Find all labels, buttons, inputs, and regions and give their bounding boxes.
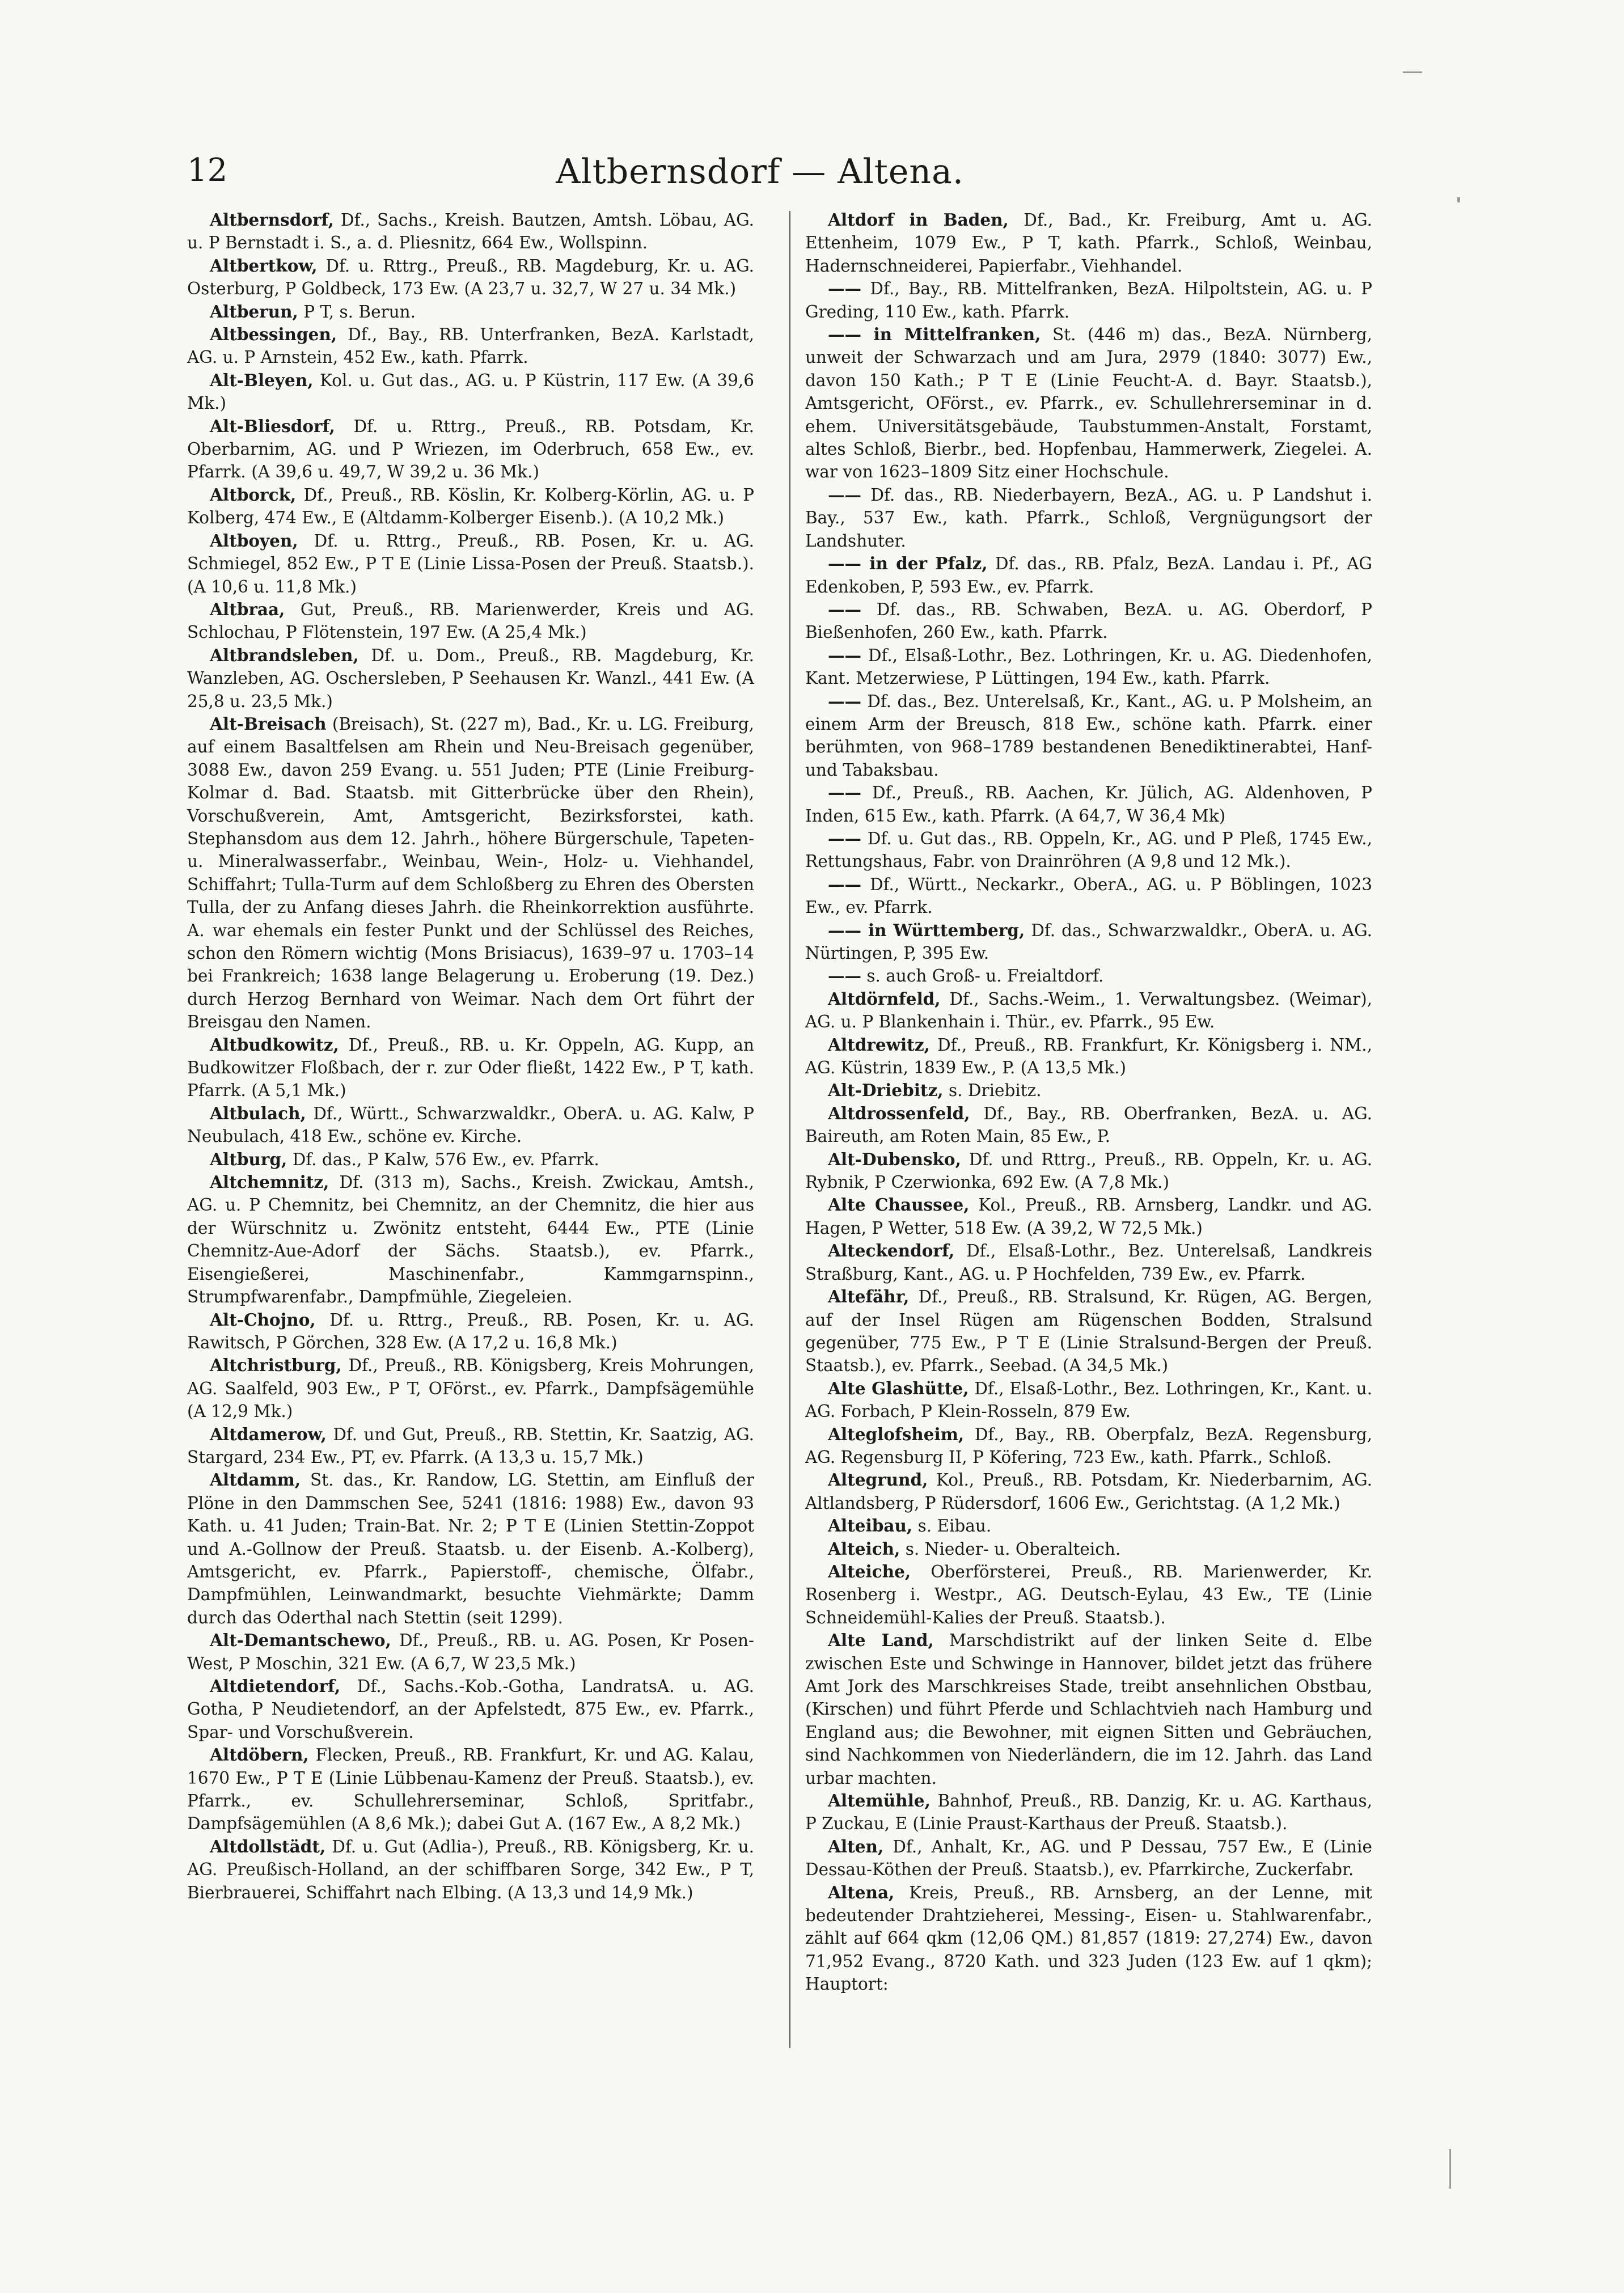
entry-headword: Alten, bbox=[828, 1836, 884, 1856]
dictionary-entry bbox=[187, 255, 754, 301]
entry-headword: —— bbox=[828, 645, 861, 665]
entry-headword: Alteckendorf, bbox=[828, 1241, 955, 1261]
dictionary-entry bbox=[805, 1514, 1372, 1537]
entry-headword: Alteibau, bbox=[828, 1516, 913, 1536]
entry-text: Df. das., RB. Pfalz, BezA. Landau i. Pf., AG Edenkoben, P, 593 Ew., ev. Pfarrk. bbox=[805, 554, 1372, 596]
dictionary-entry bbox=[187, 1148, 754, 1171]
dictionary-entry bbox=[187, 301, 754, 323]
entry-text: Df. u. Rttrg., Preuß., RB. Potsdam, Kr. Oberbarnim, AG. und P Wriezen, im Oderbruch, 658 Ew., ev. Pfarrk. (A 39,6 u. 49,7, W 39,2 u. 36 Mk.) bbox=[187, 416, 754, 482]
dictionary-entry bbox=[187, 1102, 754, 1148]
dictionary-entry bbox=[805, 1560, 1372, 1629]
dictionary-entry bbox=[805, 1881, 1372, 1996]
entry-headword: —— in Mittelfranken, bbox=[828, 324, 1041, 345]
entry-text: Df., Bad., Kr. Freiburg, Amt u. AG. Ettenheim, 1079 Ew., P T, kath. Pfarrk., Schloß, Weinbau, Hadernschneiderei, Papierfabr., Viehhandel. bbox=[805, 210, 1372, 276]
entry-text: Df., Preuß., RB. u. AG. Posen, Kr Posen-West, P Moschin, 321 Ew. (A 6,7, W 23,5 Mk.) bbox=[187, 1631, 754, 1673]
entry-text: Df. u. Gut (Adlia-), Preuß., RB. Königsberg, Kr. u. AG. Preußisch-Holland, an der schiffbaren Sorge, 342 Ew., P T, Bierbrauerei, Schiffahrt nach Elbing. (A 13,3 und 14,9 Mk.) bbox=[187, 1837, 754, 1902]
entry-text: Df. das., Bez. Unterelsaß, Kr., Kant., AG. u. P Molsheim, an einem Arm der Breusch, 818 Ew., schöne kath. Pfarrk. einer berühmten, von 968–1789 bestandenen Benediktinerabtei, Hanf- und Tabaksbau. bbox=[805, 691, 1372, 780]
entry-headword: Altemühle, bbox=[828, 1791, 931, 1811]
right-column bbox=[805, 209, 1372, 1996]
dictionary-entry bbox=[805, 919, 1372, 965]
dictionary-entry bbox=[187, 1629, 754, 1675]
entry-text: Df. u. Rttrg., Preuß., RB. Posen, Kr. u. AG. Schmiegel, 852 Ew., P T E (Linie Lissa-Posen der Preuß. Staatsb.). (A 10,6 u. 11,8 Mk.) bbox=[187, 531, 754, 596]
entry-text: Df., Bay., RB. Oberpfalz, BezA. Regensburg, AG. Regensburg II, P Köfering, 723 Ew., kath. Pfarrk., Schloß. bbox=[805, 1424, 1372, 1467]
entry-text: Df. und Rttrg., Preuß., RB. Oppeln, Kr. u. AG. Rybnik, P Czerwionka, 692 Ew. (A 7,8 Mk.) bbox=[805, 1149, 1372, 1192]
entry-headword: Alt-Driebitz, bbox=[828, 1080, 944, 1101]
entry-headword: Altberun, bbox=[210, 301, 298, 321]
scan-mark-top bbox=[1403, 71, 1422, 73]
dictionary-entry bbox=[187, 1469, 754, 1629]
entry-text: s. Eibau. bbox=[917, 1516, 992, 1536]
entry-headword: Altbudkowitz, bbox=[210, 1034, 339, 1055]
dictionary-entry bbox=[805, 552, 1372, 598]
dictionary-entry bbox=[805, 964, 1372, 987]
entry-text: Df., Bay., RB. Mittelfranken, BezA. Hilpoltstein, AG. u. P Greding, 110 Ew., kath. Pfarrk. bbox=[805, 279, 1372, 321]
entry-text: Df., Bay., RB. Unterfranken, BezA. Karlstadt, AG. u. P Arnstein, 452 Ew., kath. Pfarrk. bbox=[187, 325, 754, 367]
entry-text: Df., Bay., RB. Oberfranken, BezA. u. AG. Baireuth, am Roten Main, 85 Ew., P. bbox=[805, 1103, 1372, 1146]
dictionary-entry bbox=[187, 1675, 754, 1744]
dictionary-entry bbox=[805, 1835, 1372, 1881]
entry-headword: Altdrossenfeld, bbox=[828, 1103, 970, 1123]
entry-headword: Alt-Dubensko, bbox=[828, 1149, 961, 1169]
entry-text: (Breisach), St. (227 m), Bad., Kr. u. LG. Freiburg, auf einem Basaltfelsen am Rhein und Neu-Breisach gegenüber, 3088 Ew., davon 259 Evang. u. 551 Juden; PTE (Linie Freiburg-Kolmar d. Bad. Staatsb. mit Gitterbrücke über den Rhein), Vorschußverein, Amt, Amtsgericht, Bezirksforstei, kath. Stephansdom aus dem 12. Jahrh., höhere Bürgerschule, Tapeten- u. Mineralwasserfabr., Weinbau, Wein-, Holz- u. Viehhandel, Schiffahrt; Tulla-Turm auf dem Schloßberg zu Ehren des Obersten Tulla, der zu Anfang dieses Jahrh. die Rheinkorrektion ausführte. A. war ehemals ein fester Punkt und der Schlüssel des Reiches, schon den Römern wichtig (Mons Brisiacus), 1639–97 u. 1703–14 bei Frankreich; 1638 lange Belagerung u. Eroberung (19. Dez.) durch Herzog Bernhard von Weimar. Nach dem Ort führt der Breisgau den Namen. bbox=[187, 714, 754, 1032]
entry-text: Df. (313 m), Sachs., Kreish. Zwickau, Amtsh., AG. u. P Chemnitz, bei Chemnitz, an der Chemnitz, die hier aus der Würschnitz u. Zwönitz entsteht, 6444 Ew., PTE (Linie Chemnitz-Aue-Adorf der Sächs. Staatsb.), ev. Pfarrk., Eisengießerei, Maschinenfabr., Kammgarnspinn., Strumpfwarenfabr., Dampfmühle, Ziegeleien. bbox=[187, 1173, 754, 1307]
entry-text: St. (446 m) das., BezA. Nürnberg, unweit der Schwarzach und am Jura, 2979 (1840: 3077) Ew., davon 150 Kath.; P T E (Linie Feucht-A. d. Bayr. Staatsb.), Amtsgericht, OFörst., ev. Pfarrk., ev. Schullehrerseminar in d. ehem. Universitätsgebäude, Taubstummen-Anstalt, Forstamt, altes Schloß, Bierbr., bed. Hopfenbau, Hammerwerk, Ziegelei. A. war von 1623–1809 Sitz einer Hochschule. bbox=[805, 325, 1372, 482]
entry-text: Df. das., Schwarzwaldkr., OberA. u. AG. Nürtingen, P, 395 Ew. bbox=[805, 920, 1372, 963]
entry-headword: Altburg, bbox=[210, 1149, 287, 1169]
entry-headword: Alt-Bleyen, bbox=[210, 370, 314, 390]
entry-text: Bahnhof, Preuß., RB. Danzig, Kr. u. AG. Karthaus, P Zuckau, E (Linie Praust-Karthaus der Preuß. Staatsb.). bbox=[805, 1791, 1372, 1834]
entry-headword: Altdollstädt, bbox=[210, 1836, 326, 1856]
entry-headword: —— bbox=[828, 278, 861, 299]
dictionary-entry bbox=[805, 1239, 1372, 1285]
entry-headword: —— bbox=[828, 828, 861, 848]
entry-text: Df., Elsaß-Lothr., Bez. Lothringen, Kr. u. AG. Diedenhofen, Kant. Metzerwiese, P Lüttingen, 194 Ew., kath. Pfarrk. bbox=[805, 645, 1372, 688]
entry-headword: Altdamerow, bbox=[210, 1424, 327, 1444]
dictionary-entry bbox=[805, 1285, 1372, 1377]
dictionary-entry bbox=[805, 277, 1372, 323]
entry-headword: Altchristburg, bbox=[210, 1355, 342, 1376]
entry-headword: —— in der Pfalz, bbox=[828, 553, 988, 574]
entry-text: Kol., Preuß., RB. Potsdam, Kr. Niederbarnim, AG. Altlandsberg, P Rüdersdorf, 1606 Ew., Gerichtstag. (A 1,2 Mk.) bbox=[805, 1470, 1372, 1513]
dictionary-entry bbox=[187, 1423, 754, 1469]
entry-headword: —— bbox=[828, 484, 861, 505]
entry-text: Df. das., RB. Schwaben, BezA. u. AG. Oberdorf, P Bießenhofen, 260 Ew., kath. Pfarrk. bbox=[805, 599, 1372, 642]
entry-text: Df., Elsaß-Lothr., Bez. Lothringen, Kr., Kant. u. AG. Forbach, P Klein-Rosseln, 879 Ew. bbox=[805, 1378, 1372, 1422]
dictionary-entry bbox=[187, 598, 754, 644]
entry-text: Gut, Preuß., RB. Marienwerder, Kreis und AG. Schlochau, P Flötenstein, 197 Ew. (A 25,4 Mk.) bbox=[187, 599, 754, 642]
entry-text: Df., Preuß., RB. Frankfurt, Kr. Königsberg i. NM., AG. Küstrin, 1839 Ew., P. (A 13,5 Mk.) bbox=[805, 1035, 1372, 1078]
dictionary-entry bbox=[805, 690, 1372, 782]
entry-headword: Alteglofsheim, bbox=[828, 1424, 965, 1444]
entry-text: Df., Sachs.-Weim., 1. Verwaltungsbez. (Weimar), AG. u. P Blankenhain i. Thür., ev. Pfarrk., 95 Ew. bbox=[805, 989, 1372, 1032]
dictionary-entry bbox=[805, 1079, 1372, 1102]
dictionary-entry bbox=[187, 1744, 754, 1835]
entry-headword: Alte Land, bbox=[828, 1630, 934, 1651]
entry-text: Kol. u. Gut das., AG. u. P Küstrin, 117 Ew. (A 39,6 Mk.) bbox=[187, 370, 754, 413]
dictionary-entry bbox=[187, 1309, 754, 1355]
entry-headword: Altdamm, bbox=[210, 1470, 301, 1490]
dictionary-entry bbox=[805, 484, 1372, 552]
entry-text: Flecken, Preuß., RB. Frankfurt, Kr. und AG. Kalau, 1670 Ew., P T E (Linie Lübbenau-Kamenz der Preuß. Staatsb.), ev. Pfarrk., ev. Schullehrerseminar, Schloß, Spritfabr., Dampfsägemühlen (A 8,6 Mk.); dabei Gut A. (167 Ew., A 8,2 Mk.) bbox=[187, 1745, 754, 1834]
entry-text: Df., Sachs.-Kob.-Gotha, LandratsA. u. AG. Gotha, P Neudietendorf, an der Apfelstedt, 875 Ew., ev. Pfarrk., Spar- und Vorschußverein. bbox=[187, 1677, 754, 1742]
entry-headword: —— bbox=[828, 782, 861, 803]
entry-text: Df., Württ., Neckarkr., OberA., AG. u. P Böblingen, 1023 Ew., ev. Pfarrk. bbox=[805, 874, 1372, 917]
dictionary-entry bbox=[805, 209, 1372, 277]
dictionary-entry bbox=[187, 713, 754, 1034]
entry-text: Df. u. Gut das., RB. Oppeln, Kr., AG. und P Pleß, 1745 Ew., Rettungshaus, Fabr. von Drainröhren (A 9,8 und 12 Mk.). bbox=[805, 828, 1372, 871]
entry-headword: —— bbox=[828, 599, 861, 619]
entry-text: P T, s. Berun. bbox=[303, 302, 416, 321]
scan-mark-dot bbox=[1457, 197, 1460, 202]
entry-text: Oberförsterei, Preuß., RB. Marienwerder, Kr. Rosenberg i. Westpr., AG. Deutsch-Eylau, 43 Ew., TE (Linie Schneidemühl-Kalies der Preuß. Staatsb.). bbox=[805, 1562, 1372, 1627]
dictionary-entry bbox=[805, 644, 1372, 690]
entry-text: Df., Preuß., RB. u. Kr. Oppeln, AG. Kupp, an Budkowitzer Floßbach, der r. zur Oder fließt, 1422 Ew., P T, kath. Pfarrk. (A 5,1 Mk.) bbox=[187, 1035, 754, 1101]
entry-headword: Alt-Bliesdorf, bbox=[210, 416, 335, 436]
entry-headword: Altborck, bbox=[210, 484, 297, 505]
entry-text: Df., Sachs., Kreish. Bautzen, Amtsh. Löbau, AG. u. P Bernstadt i. S., a. d. Pliesnitz, 664 Ew., Wollspinn. bbox=[187, 210, 754, 253]
entry-headword: Altboyen, bbox=[210, 530, 298, 551]
entry-text: Df., Württ., Schwarzwaldkr., OberA. u. AG. Kalw, P Neubulach, 418 Ew., schöne ev. Kirche. bbox=[187, 1103, 754, 1146]
entry-headword: —— in Württemberg, bbox=[828, 920, 1025, 940]
dictionary-entry bbox=[187, 415, 754, 484]
dictionary-entry bbox=[805, 1423, 1372, 1469]
entry-headword: Altdrewitz, bbox=[828, 1034, 930, 1055]
dictionary-entry bbox=[187, 1034, 754, 1102]
entry-headword: Altbraa, bbox=[210, 599, 285, 619]
entry-text: Df. u. Dom., Preuß., RB. Magdeburg, Kr. Wanzleben, AG. Oschersleben, P Seehausen Kr. Wanzl., 441 Ew. (A 25,8 u. 23,5 Mk.) bbox=[187, 645, 754, 711]
entry-text: s. Nieder- u. Oberalteich. bbox=[905, 1539, 1121, 1559]
dictionary-entry bbox=[187, 1171, 754, 1308]
entry-headword: Alte Glashütte, bbox=[828, 1378, 969, 1398]
entry-headword: Alt-Breisach bbox=[210, 713, 327, 734]
entry-text: St. das., Kr. Randow, LG. Stettin, am Einfluß der Plöne in den Dammschen See, 5241 (1816: 1988) Ew., davon 93 Kath. u. 41 Juden; Train-Bat. Nr. 2; P T E (Linien Stettin-Zoppot und A.-Gollnow der Preuß. Staatsb. u. der Eisenb. A.-Kolberg), Amtsgericht, ev. Pfarrk., Papierstoff-, chemische, Ölfabr., Dampfmühlen, Leinwandmarkt, besuchte Viehmärkte; Damm durch das Oderthal nach Stettin (seit 1299). bbox=[187, 1470, 754, 1627]
entry-text: Df. u. Rttrg., Preuß., RB. Magdeburg, Kr. u. AG. Osterburg, P Goldbeck, 173 Ew. (A 23,7 u. 32,7, W 27 u. 34 Mk.) bbox=[187, 256, 754, 299]
dictionary-entry bbox=[187, 369, 754, 415]
entry-headword: Altegrund, bbox=[828, 1470, 928, 1490]
entry-headword: —— bbox=[828, 874, 861, 894]
dictionary-entry bbox=[187, 209, 754, 255]
entry-text: Kol., Preuß., RB. Arnsberg, Landkr. und AG. Hagen, P Wetter, 518 Ew. (A 39,2, W 72,5 Mk.) bbox=[805, 1195, 1372, 1238]
left-column bbox=[187, 209, 754, 1904]
dictionary-entry bbox=[805, 1377, 1372, 1423]
entry-headword: Altdorf in Baden, bbox=[828, 210, 1009, 230]
entry-text: Df., Preuß., RB. Königsberg, Kreis Mohrungen, AG. Saalfeld, 903 Ew., P T, OFörst., ev. Pfarrk., Dampfsägemühle (A 12,9 Mk.) bbox=[187, 1356, 754, 1422]
column-divider bbox=[789, 211, 790, 2048]
entry-text: Df. das., RB. Niederbayern, BezA., AG. u. P Landshut i. Bay., 537 Ew., kath. Pfarrk., Schloß, Vergnügungsort der Landshuter. bbox=[805, 485, 1372, 551]
dictionary-entry bbox=[805, 1102, 1372, 1148]
dictionary-entry bbox=[805, 873, 1372, 919]
dictionary-entry bbox=[805, 323, 1372, 484]
entry-headword: Alteiche, bbox=[828, 1561, 911, 1581]
entry-text: Kreis, Preuß., RB. Arnsberg, an der Lenne, mit bedeutender Drahtzieherei, Messing-, Eisen- u. Stahlwarenfabr., zählt auf 664 qkm (12,06 QM.) 81,857 (1819: 27,274) Ew., davon 71,952 Evang., 8720 Kath. und 323 Juden (123 Ew. auf 1 qkm); Hauptort: bbox=[805, 1882, 1372, 1994]
dictionary-entry bbox=[805, 598, 1372, 644]
dictionary-entry bbox=[805, 827, 1372, 873]
entry-headword: Altchemnitz, bbox=[210, 1172, 329, 1192]
entry-headword: Altdietendorf, bbox=[210, 1676, 341, 1696]
entry-headword: Alt-Chojno, bbox=[210, 1309, 316, 1330]
entry-text: Df., Preuß., RB. Stralsund, Kr. Rügen, AG. Bergen, auf der Insel Rügen am Rügenschen Bodden, Stralsund gegenüber, 775 Ew., P T E (Linie Stralsund-Bergen der Preuß. Staatsb.), ev. Pfarrk., Seebad. (A 34,5 Mk.) bbox=[805, 1287, 1372, 1376]
entry-headword: Altbessingen, bbox=[210, 324, 337, 345]
entry-headword: Altbulach, bbox=[210, 1103, 306, 1123]
entry-headword: —— bbox=[828, 691, 861, 711]
dictionary-entry bbox=[805, 1469, 1372, 1514]
dictionary-entry bbox=[805, 988, 1372, 1034]
entry-headword: Altbertkow, bbox=[210, 255, 318, 276]
entry-headword: Altefähr, bbox=[828, 1287, 910, 1307]
dictionary-entry bbox=[805, 1538, 1372, 1560]
entry-text: Df. u. Rttrg., Preuß., RB. Posen, Kr. u. AG. Rawitsch, P Görchen, 328 Ew. (A 17,2 u. 16,8 Mk.) bbox=[187, 1310, 754, 1352]
entry-text: Df., Elsaß-Lothr., Bez. Unterelsaß, Landkreis Straßburg, Kant., AG. u. P Hochfelden, 739 Ew., ev. Pfarrk. bbox=[805, 1241, 1372, 1284]
page-number: 12 bbox=[187, 152, 228, 189]
entry-headword: Alte Chaussee, bbox=[828, 1195, 970, 1215]
dictionary-entry bbox=[805, 1194, 1372, 1239]
entry-text: Df., Preuß., RB. Köslin, Kr. Kolberg-Körlin, AG. u. P Kolberg, 474 Ew., E (Altdamm-Kolberger Eisenb.). (A 10,2 Mk.) bbox=[187, 485, 754, 528]
entry-headword: Altdörnfeld, bbox=[828, 988, 941, 1009]
dictionary-entry bbox=[187, 530, 754, 598]
page-header bbox=[187, 152, 1333, 203]
dictionary-entry bbox=[805, 781, 1372, 827]
entry-text: Df., Preuß., RB. Aachen, Kr. Jülich, AG. Aldenhoven, P Inden, 615 Ew., kath. Pfarrk. (A 64,7, W 36,4 Mk) bbox=[805, 783, 1372, 826]
dictionary-entry bbox=[805, 1148, 1372, 1194]
entry-headword: Altbernsdorf, bbox=[210, 210, 334, 230]
entry-text: s. Driebitz. bbox=[948, 1081, 1042, 1101]
entry-text: Df. das., P Kalw, 576 Ew., ev. Pfarrk. bbox=[292, 1149, 599, 1169]
dictionary-entry bbox=[187, 644, 754, 713]
entry-headword: Altena, bbox=[828, 1882, 895, 1902]
scan-mark-bottom bbox=[1449, 2149, 1451, 2189]
entry-headword: Altdöbern, bbox=[210, 1745, 309, 1765]
dictionary-entry bbox=[187, 323, 754, 369]
entry-headword: Altbrandsleben, bbox=[210, 645, 359, 665]
dictionary-entry bbox=[805, 1034, 1372, 1080]
dictionary-entry bbox=[187, 1835, 754, 1904]
dictionary-entry bbox=[187, 484, 754, 530]
entry-text: Df. und Gut, Preuß., RB. Stettin, Kr. Saatzig, AG. Stargard, 234 Ew., PT, ev. Pfarrk. (A 13,3 u. 15,7 Mk.) bbox=[187, 1424, 754, 1467]
entry-text: s. auch Groß- u. Freialtdorf. bbox=[866, 966, 1104, 986]
entry-headword: —— bbox=[828, 966, 861, 986]
entry-text: Marschdistrikt auf der linken Seite d. Elbe zwischen Este und Schwinge in Hannover, bildet jetzt das frühere Amt Jork des Marschkreises Stade, treibt ansehnlichen Obstbau, (Kirschen) und führt Pferde und Schlachtvieh nach Hamburg und England aus; die Bewohner, mit eignen Sitten und Gebräuchen, sind Nachkommen von Niederländern, die im 12. Jahrh. das Land urbar machten. bbox=[805, 1631, 1372, 1788]
dictionary-entry bbox=[805, 1789, 1372, 1835]
dictionary-entry bbox=[805, 1629, 1372, 1789]
dictionary-entry bbox=[187, 1354, 754, 1423]
entry-headword: Alt-Demantschewo, bbox=[210, 1630, 391, 1651]
entry-headword: Alteich, bbox=[828, 1538, 900, 1559]
entry-text: Df., Anhalt, Kr., AG. und P Dessau, 757 Ew., E (Linie Dessau-Köthen der Preuß. Staatsb.), ev. Pfarrkirche, Zuckerfabr. bbox=[805, 1837, 1372, 1880]
running-title: Altbernsdorf — Altena. bbox=[556, 152, 964, 192]
